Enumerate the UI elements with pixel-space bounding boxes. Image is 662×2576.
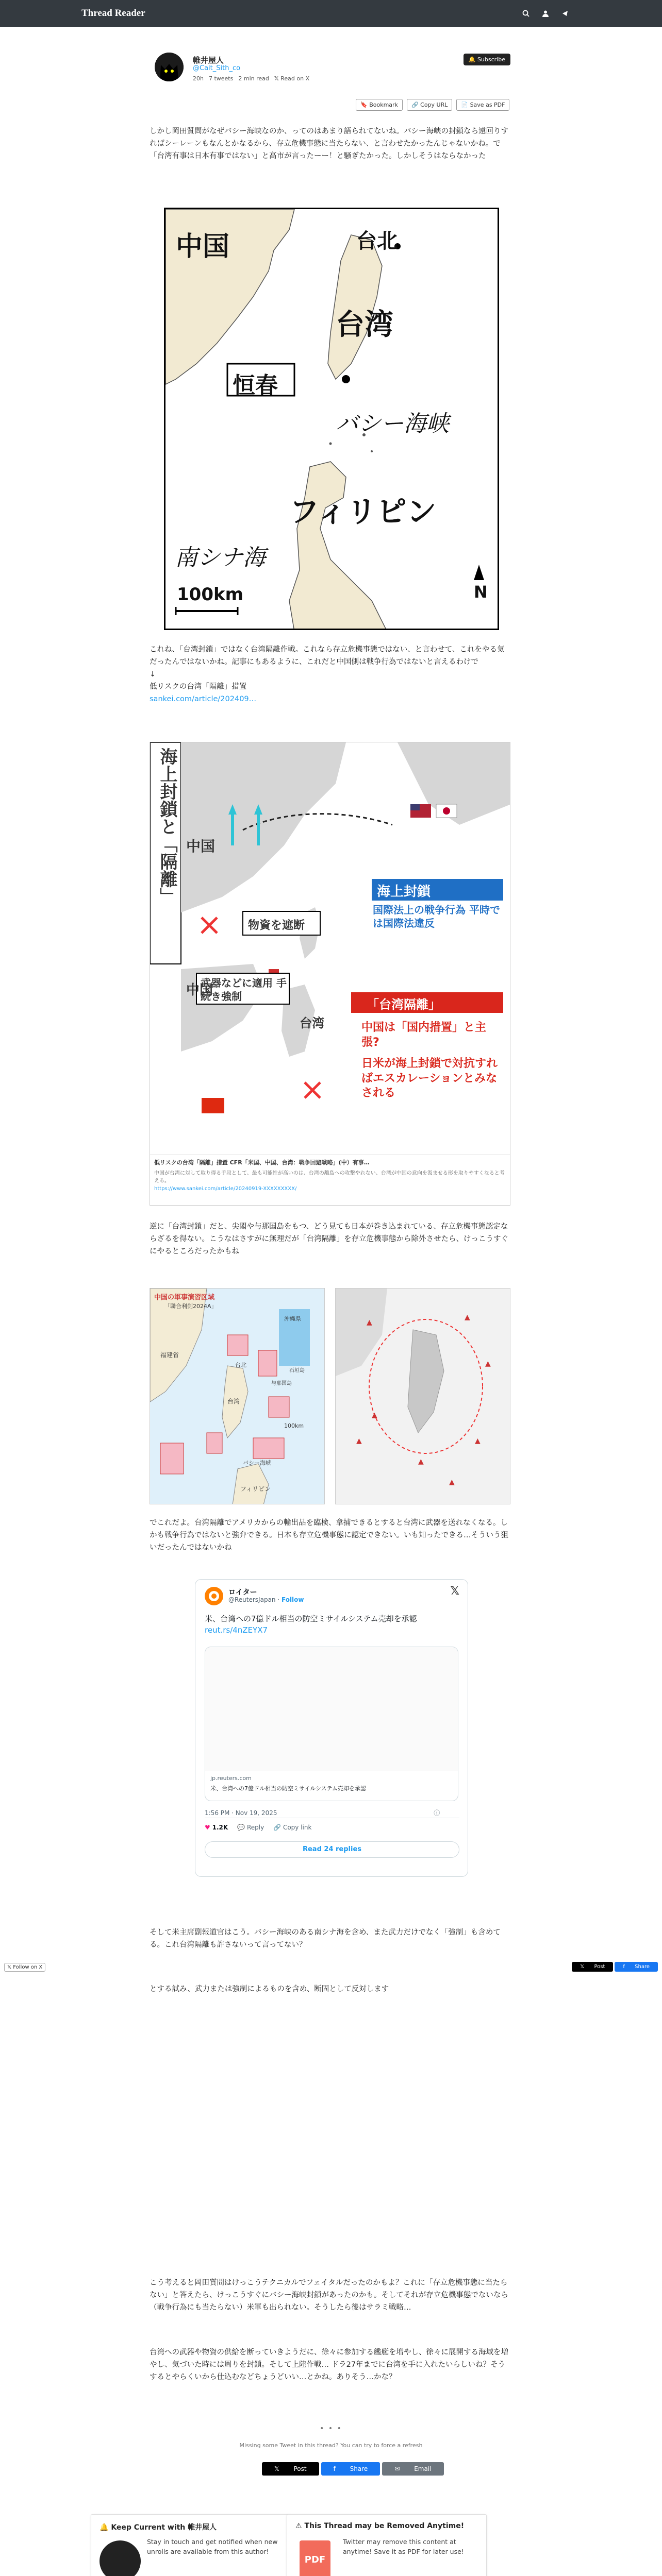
- figure1-quarantine-title: 「台湾隔離」: [367, 997, 441, 1012]
- keep-current-title: 🔔 Keep Current with 帷井屋人: [100, 2523, 217, 2532]
- read-on-x-link[interactable]: 𝕏 Read on X: [274, 75, 310, 82]
- reuters-avatar[interactable]: [205, 1587, 223, 1605]
- removal-warning-card: [287, 2514, 487, 2576]
- side-share-button[interactable]: f Share: [615, 1962, 658, 1972]
- map-label-taiwan: 台湾: [336, 308, 393, 342]
- reply-button[interactable]: 💬 Reply: [237, 1824, 264, 1831]
- svg-text:▲: ▲: [372, 1411, 377, 1419]
- thread-actions: [356, 99, 509, 111]
- keep-current-desc: Stay in touch and get notified when new unrolls are available from this author!: [147, 2538, 278, 2555]
- tweet-text-5: そして米主席副報道官はこう。バシー海峡のある南シナ海を含め、また武力だけでなく「強制」も含めてる。これ台湾隔離も許さないって言ってない？: [150, 1928, 501, 1949]
- exercise-map-right[interactable]: [335, 1288, 510, 1504]
- figure2-label-okinawa: 沖縄県: [284, 1315, 301, 1322]
- bookmark-button[interactable]: 🔖 Bookmark: [356, 99, 403, 111]
- author-header: [150, 47, 510, 94]
- figure1-q1: 中国は「国内措置」と主張?: [361, 1021, 487, 1049]
- facebook-share-button[interactable]: f Share: [321, 2462, 380, 2476]
- author-handle[interactable]: @Cait_Sith_co: [193, 64, 241, 72]
- tweet-actions: [205, 1824, 311, 1831]
- avatar[interactable]: [155, 53, 184, 81]
- svg-text:▲: ▲: [356, 1437, 362, 1445]
- removal-warning-desc: Twitter may remove this content at anytime! Save it as PDF for later use!: [343, 2538, 464, 2555]
- card-avatar: [100, 2540, 141, 2576]
- figure2-label-scale: 100km: [284, 1422, 304, 1429]
- facebook-icon: f: [333, 2465, 336, 2472]
- thread-end-ellipsis: • • •: [320, 2425, 342, 2433]
- map-scale-label: 100km: [177, 584, 244, 605]
- tweet-link-card[interactable]: [205, 1647, 458, 1801]
- tweet-body: 米、台湾への7億ドル相当の防空ミサイルシステム売却を承認 reut.rs/4nZEYX7: [205, 1614, 457, 1636]
- x-icon: 𝕏: [7, 1964, 12, 1970]
- x-icon: 𝕏: [274, 75, 279, 82]
- pdf-icon: PDF: [300, 2540, 330, 2576]
- figure1-cutoff: 物資を遮断: [248, 919, 305, 932]
- figure1-inspect: 武器などに適用 手続き強制: [201, 977, 287, 1003]
- save-pdf-button[interactable]: 📄 Save as PDF: [456, 99, 509, 111]
- bell-icon: 🔔: [100, 2523, 109, 2532]
- figure1-vertical-title: 海上封鎖と「隔離」: [157, 748, 177, 905]
- svg-text:▲: ▲: [475, 1437, 481, 1445]
- svg-text:▲: ▲: [367, 1318, 372, 1327]
- tweet-text-6: とする試み、武力または強制によるものを含め、断固として反対します: [150, 1985, 389, 1993]
- figure1-label-taiwan: 台湾: [300, 1016, 324, 1030]
- map-image[interactable]: [164, 208, 499, 630]
- x-icon: 𝕏: [274, 2465, 279, 2472]
- thread-meta: [193, 75, 309, 82]
- tweet-text-1: しかし岡田質問がなぜバシー海峡なのか、ってのはあまり語られてないね。バシー海峡の封鎖なら遠回りすればシーレーンもなんとかなるから、存立危機事態に当たらない、と言わせたかったんじゃないかね。で「台湾有事は日本有事ではない」と高市が言ったーー！と騒ぎたかった。しかしそうはならなかった: [150, 127, 508, 160]
- mail-icon: ✉: [394, 2465, 400, 2472]
- figure2-label-bashi: バシー海峡: [243, 1460, 271, 1466]
- tweet-text-4: でこれだよ。台湾隔離でアメリカからの輸出品を臨検、拿捕できるとすると台湾に武器を送れなくなる。しかも戦争行為ではないと強弁できる。日本も存立危機事態に認定できない。いも知ったできる…そういう狙いだったんではないかね: [150, 1519, 508, 1552]
- figure1-url[interactable]: https://www.sankei.com/article/20240919-XXXXXXXXX/: [154, 1186, 297, 1192]
- tweet-author-name[interactable]: ロイター: [228, 1588, 257, 1597]
- link-card-headline: 米、台湾への7億ドル相当の防空ミサイルシステム売却を承認: [210, 1785, 366, 1792]
- email-button[interactable]: ✉ Email: [382, 2462, 443, 2476]
- link-icon: 🔗: [273, 1824, 282, 1831]
- tweet-text-8: 台湾への武器や物資の供給を断っていきようだに、徐々に参加する艦艇を増やし、徐々に展開する海域を増やし、気づいた時には周りを封鎖。そして上陸作戦… ドラ27年までに台湾を手に入れたいらしいね？そうするとやらくいから仕込むなどちょうどいい…とかね。ありそう…かな？: [150, 2348, 508, 2381]
- user-icon[interactable]: [540, 8, 551, 19]
- subscribe-button[interactable]: 🔔 Subscribe: [464, 54, 510, 65]
- post-button[interactable]: 𝕏 Post: [262, 2462, 319, 2476]
- brand-logo[interactable]: Thread Reader: [81, 8, 145, 19]
- side-post-button[interactable]: 𝕏 Post: [572, 1962, 613, 1972]
- figure2-left-title: 中国の軍事演習区域: [154, 1294, 215, 1301]
- map-north-label: N: [474, 582, 488, 602]
- info-icon[interactable]: ⓘ: [434, 1809, 440, 1817]
- figure2-label-taipei: 台北: [235, 1362, 246, 1368]
- figure1-blockade-desc: 国際法上の戦争行為 平時では国際法違反: [373, 904, 500, 929]
- svg-text:▲: ▲: [465, 1313, 470, 1321]
- top-navbar: [0, 0, 662, 27]
- figure2-label-fujian: 福建省: [160, 1351, 179, 1359]
- tweet-time: 1:56 PM · Nov 19, 2025 ⓘ: [205, 1809, 440, 1817]
- map-label-taipei: 台北: [356, 229, 398, 253]
- figure2-label-taiwan: 台湾: [227, 1398, 240, 1405]
- search-icon[interactable]: [521, 8, 531, 19]
- tweet-link[interactable]: reut.rs/4nZEYX7: [205, 1625, 268, 1635]
- tweet-author-handle[interactable]: @ReutersJapan · Follow: [228, 1596, 304, 1603]
- x-logo-icon[interactable]: 𝕏: [450, 1585, 459, 1598]
- article-link[interactable]: sankei.com/article/202409…: [150, 694, 257, 703]
- map-label-hengchun: 恒春: [233, 372, 278, 399]
- tweet-text-3: 逆に「台湾封鎖」だと、尖閣や与那国島をもつ、どう見ても日本が巻き込まれている、存立危機事態認定ならざるを得ない。こうなはさすがに無理だが「台湾隔離」を存立危機事態から除外させたら、けっこうすぐにやるところだったかもね: [150, 1223, 508, 1256]
- map-label-bashi: バシー海峡: [336, 411, 449, 437]
- figure2-label-yonaguni: 与那国島: [271, 1381, 292, 1386]
- figure1-caption: 低リスクの台湾「隔離」措置 CFR「米国、中国、台湾：戦争回避戦略」(中）有事… 中国が台湾に対して取り得る手段として、最も可能性が高いのは、台湾の離島への攻撃やれない、台湾が中国の意向を汲ませる形を取りやすくなると考える。 https://www.sankei.com/article/20240919-XXXXXXXXX/: [150, 1155, 510, 1206]
- embedded-tweet[interactable]: [195, 1579, 468, 1877]
- figure2-left-sub: 「聯合利剣2024A」: [164, 1303, 217, 1310]
- map-label-scs: 南シナ海: [175, 545, 266, 571]
- map-label-philippines: フィリピン: [289, 494, 437, 529]
- blockade-figure[interactable]: [150, 742, 510, 1206]
- meta-tweets: 7 tweets: [208, 75, 234, 82]
- alert-icon: ⚠: [295, 2522, 302, 2530]
- link-card-source: jp.reuters.com: [210, 1775, 252, 1782]
- heart-icon: ♥: [205, 1824, 210, 1831]
- figure1-label-china: 中国: [186, 838, 216, 855]
- tweet-follow-link[interactable]: Follow: [281, 1596, 304, 1603]
- read-replies-button[interactable]: Read 24 replies: [205, 1841, 459, 1858]
- follow-on-x-button[interactable]: 𝕏 Follow on X: [4, 1963, 45, 1972]
- share-row: [262, 2462, 444, 2476]
- figure2-label-philippines: フィリピン: [240, 1485, 271, 1493]
- copy-link-button[interactable]: 🔗 Copy link: [273, 1824, 312, 1831]
- bell-icon: 🔔: [468, 56, 476, 63]
- tweet-text-7: こう考えると岡田質問はけっこうテクニカルでフェイタルだったのかもよ？これに「存立危機事態に当たらない」と答えたら、けっこうすぐにバシー海峡封鎖があったのかも。そしてそれが存立危機事態でないなら（戦争行為にも当たらない）米軍も出られない。そうしたら後はサラミ戦略…: [150, 2279, 508, 2312]
- figure1-label-china-2: 中国: [186, 982, 213, 998]
- facebook-icon: f: [623, 1964, 625, 1970]
- share-icon[interactable]: [560, 8, 570, 19]
- side-share-buttons: [572, 1962, 658, 1972]
- figure1-blockade-title: 海上封鎖: [377, 884, 431, 900]
- author-name[interactable]: 帷井屋人: [193, 56, 224, 65]
- meta-time: 20h: [193, 75, 204, 82]
- exercise-map-left[interactable]: [150, 1288, 325, 1504]
- svg-text:▲: ▲: [485, 1360, 491, 1368]
- x-icon: 𝕏: [580, 1964, 585, 1970]
- figure1-q2: 日米が海上封鎖で対抗すればエスカレーションとみなされる: [361, 1057, 498, 1100]
- like-button[interactable]: ♥ 1.2K: [205, 1824, 228, 1831]
- missing-tweet-notice[interactable]: Missing some Tweet in this thread? You can try to force a refresh: [239, 2442, 423, 2449]
- figure2-label-ishigaki: 石垣島: [289, 1368, 305, 1374]
- map-label-china: 中国: [176, 231, 230, 262]
- meta-read-time: 2 min read: [238, 75, 269, 82]
- svg-text:▲: ▲: [418, 1458, 424, 1466]
- copy-url-button[interactable]: 🔗 Copy URL: [407, 99, 452, 111]
- svg-text:▲: ▲: [449, 1478, 455, 1486]
- keep-current-card: [91, 2514, 291, 2576]
- tweet-text-2: これね、「台湾封鎖」ではなく台湾隔離作戦。これなら存立危機事態ではない、と言わせて、これをやる気だったんではないかね。記事にもあるように、これだと中国側は戦争行為ではないと言えるわけで ↓ 低リスクの台湾「隔離」措置 sankei.com/article/202409…: [150, 644, 510, 706]
- reply-icon: 💬: [237, 1824, 245, 1831]
- removal-warning-title: ⚠ This Thread may be Removed Anytime!: [295, 2522, 465, 2530]
